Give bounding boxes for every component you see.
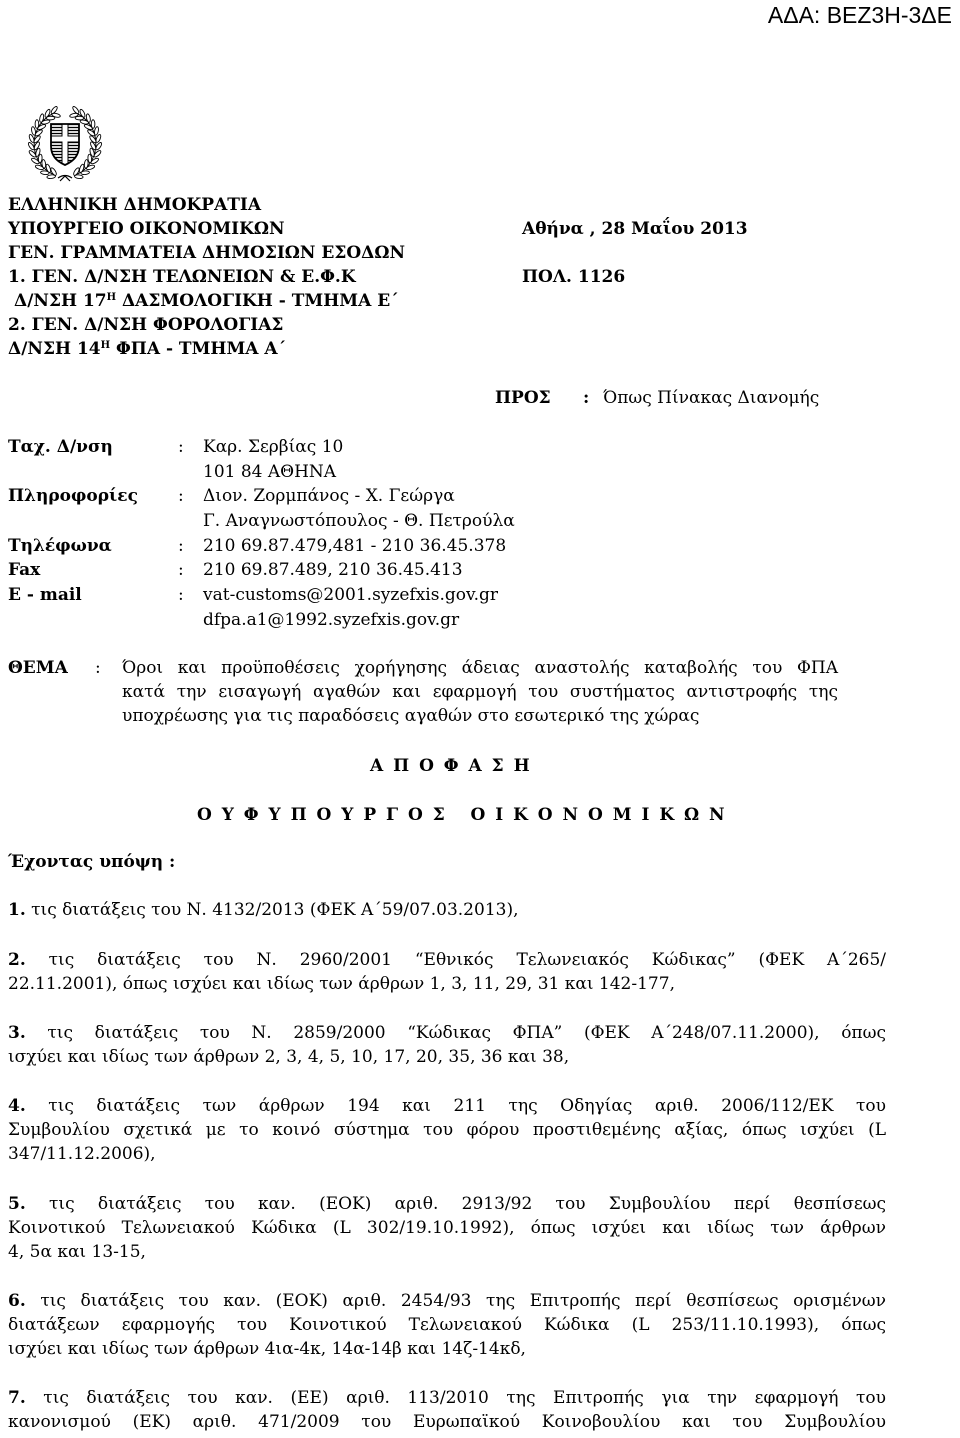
legal-basis-item-2	[8, 948, 886, 996]
item-line: 22.11.2001), όπως ισχύει και ιδίως των άρθρων 1, 3, 11, 29, 31 και 142-177,	[8, 974, 675, 994]
contact-values	[203, 583, 498, 632]
contact-row-email	[8, 583, 515, 632]
header-line-5	[8, 289, 405, 313]
ada-code: ΑΔΑ: ΒΕΖ3Η-3ΔΕ	[767, 2, 952, 28]
header-line-7-pre: Δ/ΝΣΗ 14	[8, 339, 101, 359]
header-line-7-post: ΦΠΑ - ΤΜΗΜΑ Α΄	[110, 339, 287, 359]
issuing-authority-block	[8, 193, 405, 361]
item-text: τις διατάξεις των άρθρων 194 και 211 της Οδηγίας αριθ. 2006/112/ΕΚ του	[48, 1096, 886, 1116]
legal-basis-item-3	[8, 1021, 886, 1069]
protocol-number: ΠΟΛ. 1126	[522, 267, 626, 287]
item-text: τις διατάξεις του καν. (ΕΟΚ) αριθ. 2913/92 του Συμβουλίου περί θεσπίσεως	[49, 1194, 887, 1214]
header-line-7	[8, 337, 405, 361]
contact-value: Γ. Αναγνωστόπουλος - Θ. Πετρούλα	[203, 511, 515, 532]
contact-separator: :	[178, 535, 184, 556]
header-line-2: ΥΠΟΥΡΓΕΙΟ ΟΙΚΟΝΟΜΙΚΩΝ	[8, 219, 285, 239]
wreath-leaf	[47, 174, 56, 179]
legal-basis-item-1	[8, 898, 886, 922]
recipient-value: Όπως Πίνακας Διανομής	[603, 388, 820, 408]
contact-value: Καρ. Σερβίας 10	[203, 437, 344, 457]
contact-separator: :	[178, 486, 184, 507]
item-number: 2.	[8, 950, 26, 970]
item-line: Κοινοτικού Τελωνειακού Κώδικα (L 302/19.10.1992), όπως ισχύει και ιδίως των άρθρων	[8, 1218, 886, 1238]
item-line: κανονισμού (ΕΚ) αριθ. 471/2009 του Ευρωπαϊκού Κοινοβουλίου και του Συμβουλίου	[8, 1412, 886, 1432]
item-text: τις διατάξεις του καν. (ΕΟΚ) αριθ. 2454/93 της Επιτροπής περί θεσπίσεως ορισμένων	[40, 1291, 886, 1311]
contact-label: Fax	[8, 560, 41, 581]
header-line-4: 1. ΓΕΝ. Δ/ΝΣΗ ΤΕΛΩΝΕΙΩΝ & Ε.Φ.Κ	[8, 267, 356, 287]
item-line	[8, 1289, 886, 1313]
contact-label: Τηλέφωνα	[8, 535, 112, 556]
item-line: 4, 5α και 13-15,	[8, 1242, 146, 1262]
header-line-5-sup: Η	[106, 292, 117, 303]
header-line-6: 2. ΓΕΝ. Δ/ΝΣΗ ΦΟΡΟΛΟΓΙΑΣ	[8, 315, 284, 335]
contact-value: dfpa.a1@1992.syzefxis.gov.gr	[203, 609, 460, 630]
item-number: 6.	[8, 1291, 26, 1311]
item-line	[8, 1094, 886, 1118]
contact-values	[203, 484, 515, 533]
legal-basis-item-5	[8, 1192, 886, 1264]
contact-row-information	[8, 484, 515, 533]
issuer-title: Ο Υ Φ Υ Π Ο Υ Ρ Γ Ο Σ Ο Ι Κ Ο Ν Ο Μ Ι Κ Ω Ν	[197, 805, 727, 825]
item-line: 347/11.12.2006),	[8, 1144, 156, 1164]
header-line-7-sup: Η	[100, 340, 111, 351]
subject-line: υποχρέωσης για τις παραδόσεις αγαθών στο εσωτερικό της χώρας	[122, 706, 700, 726]
place-date: Αθήνα , 28 Μαΐου 2013	[522, 219, 748, 239]
contact-row-address	[8, 435, 515, 484]
item-line	[8, 898, 886, 922]
item-line	[8, 1192, 886, 1216]
item-text: τις διατάξεις του Ν. 4132/2013 (ΦΕΚ Α΄59/07.03.2013),	[31, 900, 519, 920]
item-number: 5.	[8, 1194, 26, 1214]
subject-text	[122, 656, 838, 728]
item-number: 3.	[8, 1023, 26, 1043]
legal-basis-item-6	[8, 1289, 886, 1361]
contact-separator: :	[178, 437, 184, 457]
item-line: Συμβουλίου σχετικά με το κοινό σύστημα του φόρου προστιθεμένης αξίας, όπως ισχύει (L	[8, 1120, 886, 1140]
header-line-1: ΕΛΛΗΝΙΚΗ ΔΗΜΟΚΡΑΤΙΑ	[8, 195, 262, 215]
header-line-3: ΓΕΝ. ΓΡΑΜΜΑΤΕΙΑ ΔΗΜΟΣΙΩΝ ΕΣΟΔΩΝ	[8, 243, 406, 263]
header-line-5-pre: Δ/ΝΣΗ 17	[14, 291, 107, 311]
subject-label: ΘΕΜΑ	[8, 658, 68, 678]
subject-block	[8, 656, 848, 728]
subject-line: Όροι και προϋποθέσεις χορήγησης άδειας αναστολής καταβολής του ΦΠΑ	[122, 658, 838, 678]
wreath-leaf	[35, 120, 39, 129]
contact-separator: :	[178, 585, 184, 606]
item-number: 7.	[8, 1388, 26, 1408]
contact-value: 210 69.87.489, 210 36.45.413	[203, 560, 463, 581]
wreath-leaf	[50, 106, 58, 115]
item-text: τις διατάξεις του καν. (ΕΕ) αριθ. 113/2010 της Επιτροπής για την εφαρμογή του	[43, 1388, 886, 1408]
item-line: διατάξεων εφαρμογής του Κοινοτικού Τελωνειακού Κώδικα (L 253/11.10.1993), όπως	[8, 1315, 886, 1335]
item-line	[8, 948, 886, 972]
contact-values	[203, 435, 343, 484]
contact-label: E - mail	[8, 585, 82, 606]
subject-separator: :	[95, 658, 101, 678]
decision-title: Α Π Ο Φ Α Σ Η	[370, 756, 532, 776]
considering-heading: Έχοντας υπόψη :	[8, 852, 176, 872]
contact-details	[8, 435, 515, 633]
legal-basis-item-7	[8, 1386, 886, 1434]
contact-label: Ταχ. Δ/νση	[8, 437, 113, 457]
header-line-5-post: ΔΑΣΜΟΛΟΓΙΚΗ - ΤΜΗΜΑ Ε΄	[116, 291, 399, 311]
item-line	[8, 1021, 886, 1045]
recipient-label: ΠΡΟΣ	[495, 388, 551, 408]
contact-value: vat-customs@2001.syzefxis.gov.gr	[203, 585, 498, 606]
contact-values	[203, 558, 463, 583]
item-line	[8, 1386, 886, 1410]
item-text: τις διατάξεις του Ν. 2859/2000 “Κώδικας ΦΠΑ” (ΦΕΚ Α΄248/07.11.2000), όπως	[47, 1023, 886, 1043]
item-line: ισχύει και ιδίως των άρθρων 4ια-4κ, 14α-14β και 14ζ-14κδ,	[8, 1339, 526, 1359]
item-line: ισχύει και ιδίως των άρθρων 2, 3, 4, 5, 10, 17, 20, 35, 36 και 38,	[8, 1047, 570, 1067]
subject-line: κατά την εισαγωγή αγαθών και εφαρμογή του συστήματος αντιστροφής της	[122, 682, 838, 702]
legal-basis-item-4	[8, 1094, 886, 1166]
item-number: 1.	[8, 900, 26, 920]
contact-value: 101 84 ΑΘΗΝΑ	[203, 461, 337, 482]
item-text: τις διατάξεις του Ν. 2960/2001 “Εθνικός Τελωνειακός Κώδικας” (ΦΕΚ Α΄265/	[48, 950, 887, 970]
recipient-separator: :	[583, 388, 590, 408]
contact-value: 210 69.87.479,481 - 210 36.45.378	[203, 535, 507, 556]
greek-coat-of-arms-icon	[27, 102, 103, 184]
contact-label: Πληροφορίες	[8, 486, 138, 507]
contact-row-fax	[8, 558, 515, 583]
contact-values	[203, 534, 506, 559]
wreath-leaf	[40, 170, 49, 175]
contact-value: Διον. Ζορμπάνος - Χ. Γεώργα	[203, 486, 455, 507]
contact-separator: :	[178, 560, 184, 581]
contact-row-phones	[8, 534, 515, 559]
item-number: 4.	[8, 1096, 26, 1116]
